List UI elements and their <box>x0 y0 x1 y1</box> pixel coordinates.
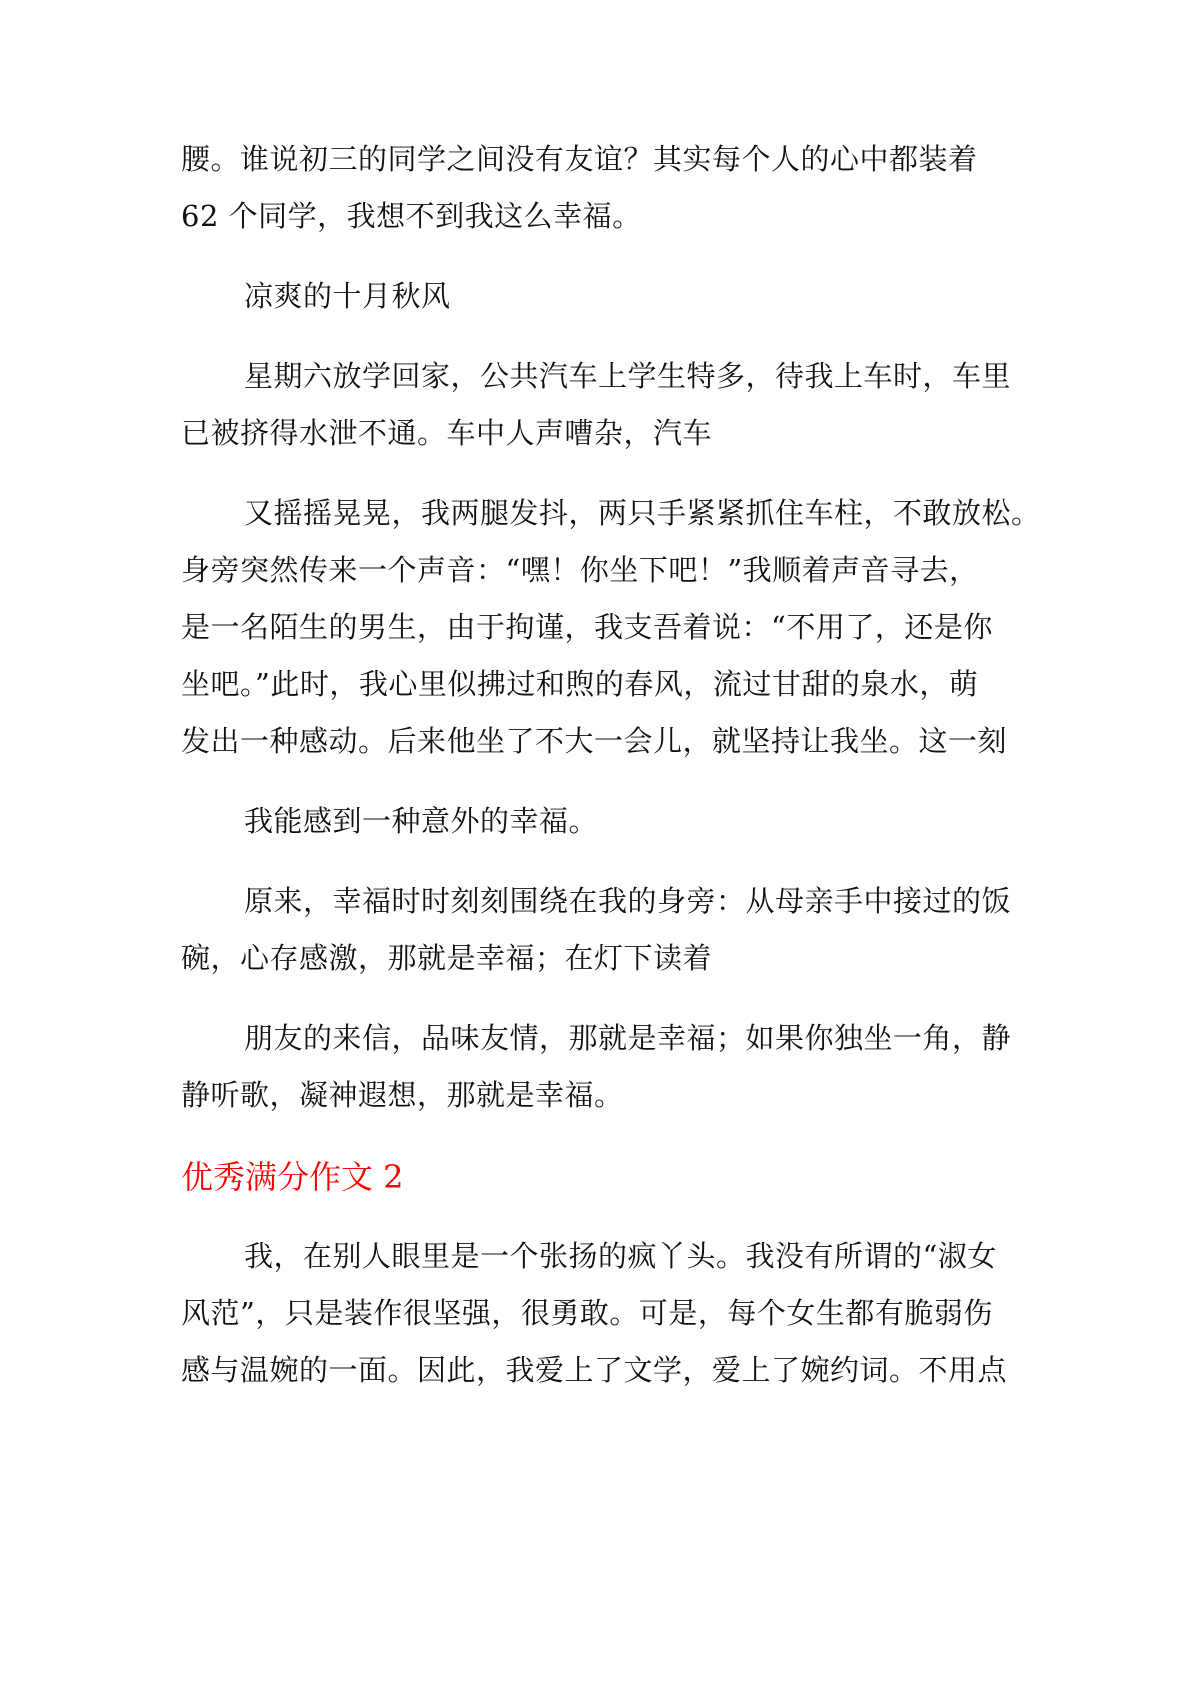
body-text-line: 感与温婉的一面。因此，我爱上了文学，爱上了婉约词。不用点 <box>181 1353 1008 1387</box>
body-text-line: 62 个同学，我想不到我这么幸福。 <box>181 199 642 233</box>
body-text-line: 我，在别人眼里是一个张扬的疯丫头。我没有所谓的“淑女 <box>244 1239 997 1273</box>
body-text-line: 已被挤得水泄不通。车中人声嘈杂，汽车 <box>181 416 713 450</box>
body-text-line: 原来，幸福时时刻刻围绕在我的身旁：从母亲手中接过的饭 <box>244 884 1012 918</box>
body-text-line: 我能感到一种意外的幸福。 <box>244 804 599 838</box>
body-text-line: 朋友的来信，品味友情，那就是幸福；如果你独坐一角，静 <box>244 1021 1012 1055</box>
body-text-line: 风范”，只是装作很坚强，很勇敢。可是，每个女生都有脆弱伤 <box>181 1296 993 1330</box>
body-text-line: 坐吧。”此时，我心里似拂过和煦的春风，流过甘甜的泉水，萌 <box>181 667 979 701</box>
section-heading: 优秀满分作文 2 <box>181 1158 404 1196</box>
body-text-line: 又摇摇晃晃，我两腿发抖，两只手紧紧抓住车柱，不敢放松。 <box>244 496 1041 530</box>
body-text-line: 凉爽的十月秋风 <box>244 279 451 313</box>
body-text-line: 静听歌，凝神遐想，那就是幸福。 <box>181 1078 624 1112</box>
body-text-line: 发出一种感动。后来他坐了不大一会儿，就坚持让我坐。这一刻 <box>181 724 1008 758</box>
body-text-line: 腰。谁说初三的同学之间没有友谊？其实每个人的心中都装着 <box>181 142 978 176</box>
body-text-line: 星期六放学回家，公共汽车上学生特多，待我上车时，车里 <box>244 359 1012 393</box>
body-text-line: 身旁突然传来一个声音：“嘿！你坐下吧！”我顺着声音寻去， <box>181 553 979 587</box>
body-text-line: 是一名陌生的男生，由于拘谨，我支吾着说：“不用了，还是你 <box>181 610 993 644</box>
body-text-line: 碗，心存感激，那就是幸福；在灯下读着 <box>181 941 713 975</box>
